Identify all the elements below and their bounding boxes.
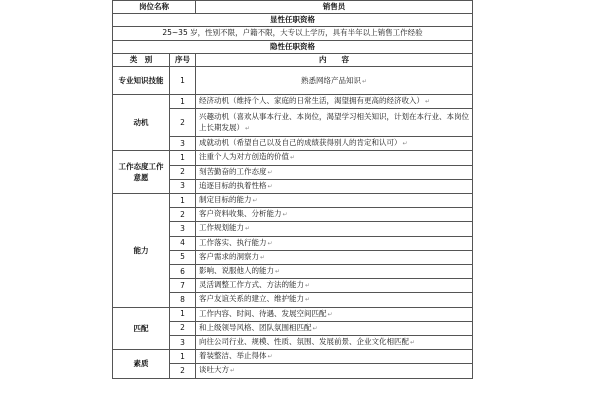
index-cell xyxy=(170,179,196,193)
content-cell xyxy=(196,208,473,222)
content-text: 和上级领导风格、团队氛围相匹配 xyxy=(199,322,312,332)
category-cell xyxy=(113,67,170,95)
content-text: 刻苦勤奋的工作态度 xyxy=(199,166,267,176)
explicit-text xyxy=(113,27,473,40)
content-cell xyxy=(196,222,473,236)
content-cell xyxy=(196,279,473,293)
table-row xyxy=(113,95,473,109)
explicit-text-row xyxy=(113,27,473,40)
position-value: 销售员 xyxy=(322,2,346,11)
category-cell xyxy=(113,350,170,378)
category-label: 动机 xyxy=(133,118,149,128)
index-number: 2 xyxy=(180,323,185,333)
return-mark-icon: ↵ xyxy=(290,154,296,162)
position-label: 岗位名称 xyxy=(139,2,169,11)
index-cell xyxy=(170,165,196,179)
category-label: 工作态度工作意愿 xyxy=(118,162,164,183)
return-mark-icon: ↵ xyxy=(305,296,311,304)
index-cell xyxy=(170,109,196,137)
content-text: 经济动机（维持个人、家庭的日常生活，渴望拥有更高的经济收入） xyxy=(199,96,424,106)
implicit-title-row xyxy=(113,40,473,53)
table-row xyxy=(113,307,473,321)
content-text: 注重个人为对方创造的价值 xyxy=(199,152,289,162)
content-text: 灵活调整工作方式、方法的能力 xyxy=(199,280,304,290)
content-cell xyxy=(196,236,473,250)
content-cell xyxy=(196,293,473,307)
index-number: 3 xyxy=(180,138,185,148)
index-number: 3 xyxy=(180,223,185,233)
category-cell xyxy=(113,151,170,194)
content-cell xyxy=(196,250,473,264)
index-cell xyxy=(170,236,196,250)
category-label: 专业知识技能 xyxy=(118,76,164,86)
col-category-label: 类 别 xyxy=(129,54,153,64)
index-cell xyxy=(170,151,196,165)
content-cell xyxy=(196,194,473,208)
explicit-title-text: 显性任职资格 xyxy=(270,15,315,25)
col-index-header xyxy=(170,53,196,66)
implicit-title xyxy=(113,40,473,53)
content-cell xyxy=(196,350,473,364)
table-row xyxy=(113,194,473,208)
content-cell xyxy=(196,179,473,193)
category-label: 素质 xyxy=(133,359,149,369)
table-row xyxy=(113,350,473,364)
content-text: 工作规划能力 xyxy=(199,223,244,233)
content-text: 向往公司行业、规模、性质、氛围、发展前景、企业文化相匹配 xyxy=(199,337,409,347)
return-mark-icon: ↵ xyxy=(245,125,251,133)
content-cell xyxy=(196,109,473,137)
index-cell xyxy=(170,67,196,95)
index-cell xyxy=(170,293,196,307)
index-number: 3 xyxy=(180,337,185,347)
explicit-text-value: 25~35 岁，性别不限，户籍不限，大专以上学历，具有半年以上销售工作经验 xyxy=(162,28,423,38)
position-value-cell xyxy=(196,1,473,14)
explicit-title-row xyxy=(113,14,473,27)
table-row xyxy=(113,151,473,165)
content-text: 着装整洁、举止得体 xyxy=(199,351,267,361)
index-cell xyxy=(170,350,196,364)
content-cell xyxy=(196,265,473,279)
index-number: 2 xyxy=(180,365,185,375)
index-number: 1 xyxy=(180,195,185,205)
content-text: 客户友谊关系的建立、维护能力 xyxy=(199,294,304,304)
content-text: 兴趣动机（喜欢从事本行业、本岗位，渴望学习相关知识，计划在本行业、本岗位上长期发展） xyxy=(199,112,469,133)
content-text: 客户资料收集、分析能力 xyxy=(199,209,282,219)
content-cell xyxy=(196,165,473,179)
return-mark-icon: ↵ xyxy=(402,140,408,148)
return-mark-icon: ↵ xyxy=(252,197,258,205)
return-mark-icon: ↵ xyxy=(267,239,273,247)
return-mark-icon: ↵ xyxy=(312,324,318,332)
content-text: 制定目标的能力 xyxy=(199,195,252,205)
index-number: 2 xyxy=(180,118,185,128)
content-cell xyxy=(196,137,473,151)
content-text: 工作内容、时间、待遇、发展空间匹配 xyxy=(199,308,327,318)
index-cell xyxy=(170,194,196,208)
content-text: 谈吐大方 xyxy=(199,365,229,375)
index-cell xyxy=(170,336,196,350)
return-mark-icon: ↵ xyxy=(361,77,368,85)
index-cell xyxy=(170,95,196,109)
implicit-title-text: 隐性任职资格 xyxy=(270,41,315,51)
col-index-label: 序号 xyxy=(175,54,190,64)
table-row xyxy=(113,67,473,95)
return-mark-icon: ↵ xyxy=(267,182,273,190)
col-content-header xyxy=(196,53,473,66)
header-row xyxy=(113,1,473,14)
content-text: 追逐目标的执着性格 xyxy=(199,180,267,190)
index-number: 1 xyxy=(180,309,185,319)
index-number: 8 xyxy=(180,294,185,304)
return-mark-icon: ↵ xyxy=(282,211,288,219)
index-number: 1 xyxy=(180,76,185,86)
position-label-cell xyxy=(113,1,196,14)
category-label: 匹配 xyxy=(133,323,149,333)
index-number: 3 xyxy=(180,181,185,191)
explicit-title xyxy=(113,14,473,27)
return-mark-icon: ↵ xyxy=(260,253,266,261)
content-cell xyxy=(196,67,473,95)
content-text: 熟悉网络产品知识 xyxy=(300,75,361,85)
category-cell xyxy=(113,95,170,151)
index-number: 2 xyxy=(180,209,185,219)
index-number: 1 xyxy=(180,351,185,361)
content-cell xyxy=(196,336,473,350)
index-number: 7 xyxy=(180,280,185,290)
index-number: 1 xyxy=(180,152,185,162)
content-text: 客户需求的洞察力 xyxy=(199,251,259,261)
index-number: 6 xyxy=(180,266,185,276)
index-cell xyxy=(170,279,196,293)
index-number: 1 xyxy=(180,96,185,106)
column-header-row xyxy=(113,53,473,66)
index-number: 4 xyxy=(180,238,185,248)
col-category-header xyxy=(113,53,170,66)
return-mark-icon: ↵ xyxy=(230,367,236,375)
index-number: 5 xyxy=(180,252,185,262)
content-cell xyxy=(196,321,473,335)
category-label: 能力 xyxy=(133,245,149,255)
qualification-table-sheet xyxy=(112,0,472,400)
content-cell xyxy=(196,307,473,321)
index-cell xyxy=(170,265,196,279)
qualification-table xyxy=(112,0,473,379)
return-mark-icon: ↵ xyxy=(267,168,273,176)
index-cell xyxy=(170,364,196,378)
return-mark-icon: ↵ xyxy=(305,282,311,290)
index-cell xyxy=(170,307,196,321)
content-text: 工作落实、执行能力 xyxy=(199,237,267,247)
index-cell xyxy=(170,321,196,335)
index-cell xyxy=(170,222,196,236)
return-mark-icon: ↵ xyxy=(275,268,281,276)
category-cell xyxy=(113,194,170,308)
content-text: 影响、说服他人的能力 xyxy=(199,266,274,276)
index-cell xyxy=(170,250,196,264)
content-text: 成就动机（希望自己以及自己的成绩获得别人的肯定和认可） xyxy=(199,138,402,148)
content-cell xyxy=(196,151,473,165)
content-cell xyxy=(196,364,473,378)
index-number: 2 xyxy=(180,167,185,177)
index-cell xyxy=(170,137,196,151)
return-mark-icon: ↵ xyxy=(425,98,431,106)
category-cell xyxy=(113,307,170,350)
content-cell xyxy=(196,95,473,109)
col-content-label: 内 容 xyxy=(319,54,349,64)
return-mark-icon: ↵ xyxy=(327,310,333,318)
index-cell xyxy=(170,208,196,222)
return-mark-icon: ↵ xyxy=(410,339,416,347)
return-mark-icon: ↵ xyxy=(267,353,273,361)
return-mark-icon: ↵ xyxy=(245,225,251,233)
